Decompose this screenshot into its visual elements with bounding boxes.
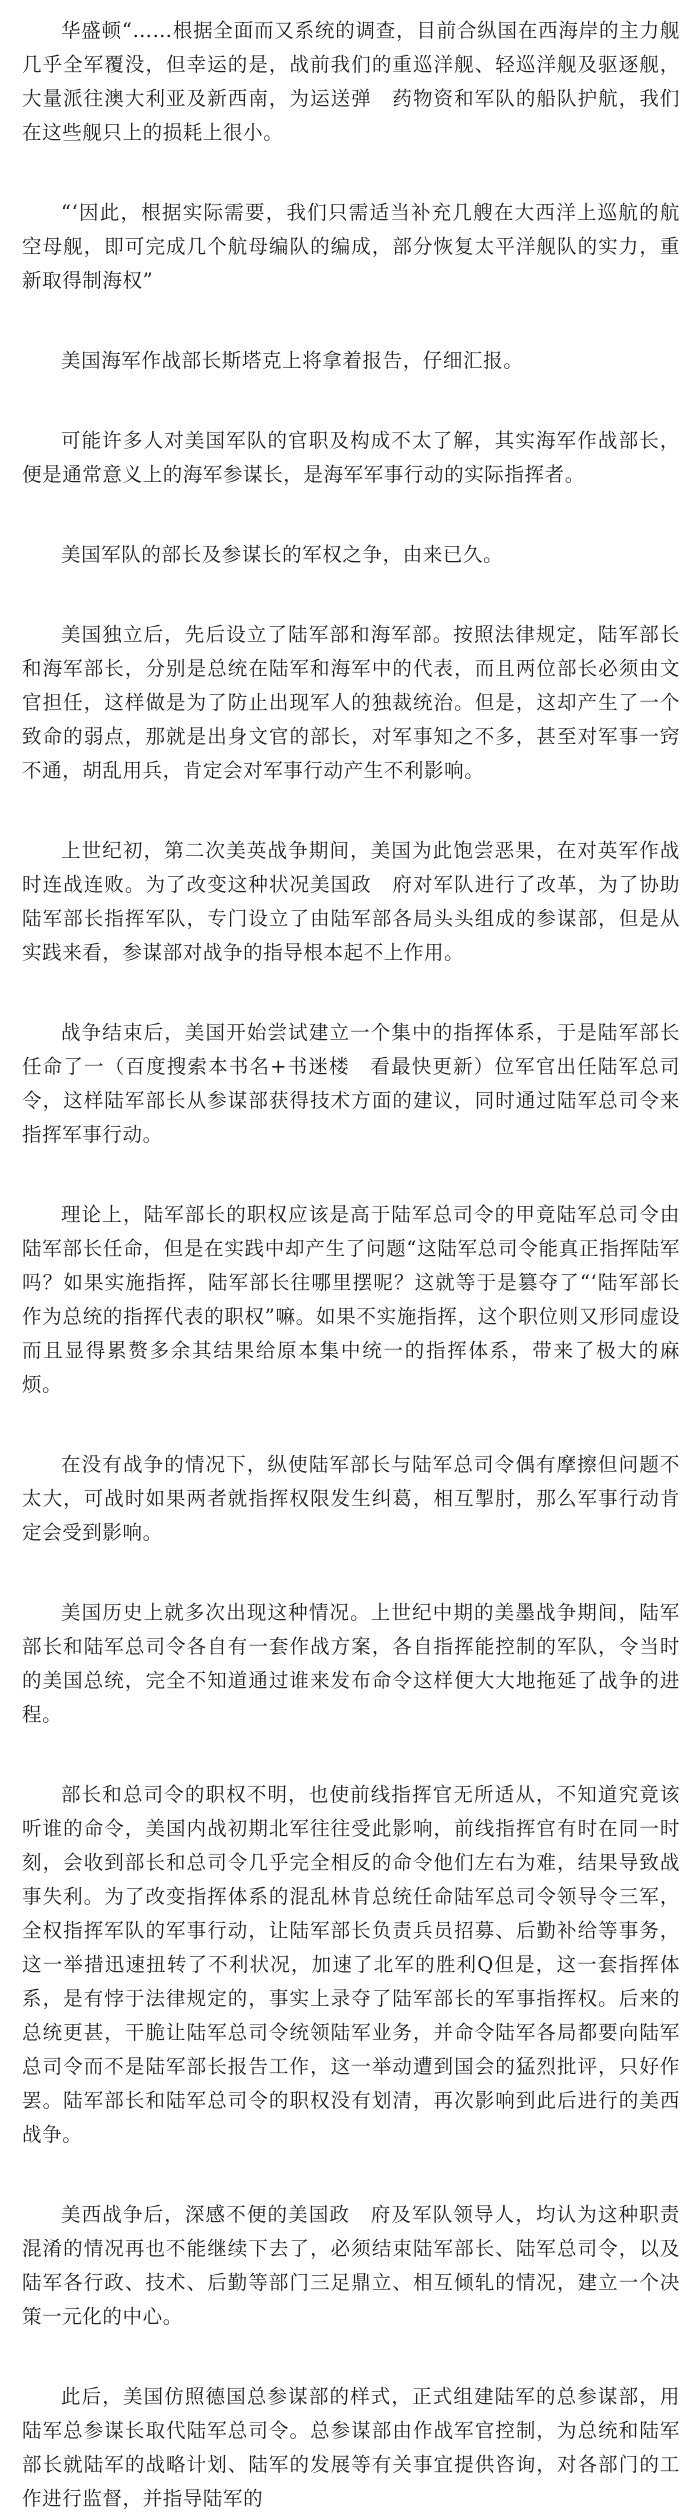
paragraph-6: 美国独立后，先后设立了陆军部和海军部。按照法律规定，陆军部长和海军部长，分别是总统在陆军和海军中的代表，而且两位部长必须由文官担任，这样做是为了防止出现军人的独裁统治。但是，这却产生了一个致命的弱点，那就是出身文官的部长，对军事知之不多，甚至对军事一窍不通，胡乱用兵，肯定会对军事行动产生不利影响。 [22,623,680,782]
paragraph-14: 此后，美国仿照德国总参谋部的样式，正式组建陆军的总参谋部，用陆军总参谋长取代陆军总司令。总参谋部由作战军官控制，为总统和陆军部长就陆军的战略计划、陆军的发展等有关事宜提供咨询，对各部门的工作进行监督，并指导陆军的 [22,2385,680,2510]
paragraph-3: 美国海军作战部长斯塔克上将拿着报告，仔细汇报。 [61,349,524,372]
paragraph-12: 部长和总司令的职权不明，也使前线指挥官无所适从，不知道究竟该听谁的命令，美国内战初期北军往往受此影响，前线指挥官有时在同一时刻，会收到部长和总司令几乎完全相反的命令他们左右为难，结果导致战事失利。为了改变指挥体系的混乱林肯总统任命陆军总司令领导令三军，全权指挥军队的军事行动，让陆军部长负责兵员招募、后勤补给等事务，这一举措迅速扭转了不利状况，加速了北军的胜利Q但是，这一套指挥体系，是有悖于法律规定的，事实上录夺了陆军部长的军事指挥权。后来的总统更甚，干脆让陆军总司令统领陆军业务，并命令陆军各局都要向陆军总司令而不是陆军部长报告工作，这一举动遭到国会的猛烈批评，只好作罢。陆军部长和陆军总司令的职权没有划清，再次影响到此后进行的美西战争。 [22,1783,680,2146]
paragraph-7: 上世纪初，第二次美英战争期间，美国为此饱尝恶果，在对英军作战时连战连败。为了改变这种状况美国政 府对军队进行了改革，为了协助陆军部长指挥军队，专门设立了由陆军部各局头头组成的参谋部，但是从实践来看，参谋部对战争的指导根本起不上作用。 [22,839,680,964]
paragraph-1: 华盛顿“……根据全面而又系统的调查，目前合纵国在西海岸的主力舰几乎全军覆没，但幸运的是，战前我们的重巡洋舰、轻巡洋舰及驱逐舰，大量派往澳大利亚及新西南，为运送弹 药物资和军队的船队护航，我们在这些舰只上的损耗上很小。 [22,19,680,144]
paragraph-10: 在没有战争的情况下，纵使陆军部长与陆军总司令偶有摩擦但问题不太大，可战时如果两者就指挥权限发生纠葛，相互掣肘，那么军事行动肯定会受到影响。 [22,1453,680,1544]
paragraph-4: 可能许多人对美国军队的官职及构成不太了解，其实海军作战部长，便是通常意义上的海军参谋长，是海军军事行动的实际指挥者。 [22,429,680,486]
paragraph-2: “‘因此，根据实际需要，我们只需适当补充几艘在大西洋上巡航的航空母舰，即可完成几个航母编队的编成，部分恢复太平洋舰队的实力，重新取得制海权” [22,201,680,292]
paragraph-11: 美国历史上就多次出现这种情况。上世纪中期的美墨战争期间，陆军部长和陆军总司令各自有一套作战方案，各自指挥能控制的军队，令当时的美国总统，完全不知道通过谁来发布命令这样便大大地拖延了战争的进程。 [22,1601,680,1726]
paragraph-13: 美西战争后，深感不便的美国政 府及军队领导人，均认为这种职责混淆的情况再也不能继续下去了，必须结束陆军部长、陆军总司令，以及陆军各行政、技术、后勤等部门三足鼎立、相互倾轧的情况，建立一个决策一元化的中心。 [22,2203,680,2328]
paragraph-9: 理论上，陆军部长的职权应该是高于陆军总司令的甲竟陆军总司令由陆军部长任命，但是在实践中却产生了问题“这陆军总司令能真正指挥陆军吗？如果实施指挥，陆军部长往哪里摆呢？这就等于是篡夺了“‘陆军部长作为总统的指挥代表的职权”嘛。如果不实施指挥，这个职位则又形同虚设而且显得累赘多余其结果给原本集中统一的指挥体系，带来了极大的麻烦。 [22,1203,680,1396]
paragraph-5: 美国军队的部长及参谋长的军权之争，由来已久。 [61,543,504,566]
paragraph-8: 战争结束后，美国开始尝试建立一个集中的指挥体系，于是陆军部长任命了一（百度搜索本书名+书迷楼 看最快更新）位军官出任陆军总司令，这样陆军部长从参谋部获得技术方面的建议，同时通过陆军总司令来指挥军事行动。 [22,1021,680,1146]
